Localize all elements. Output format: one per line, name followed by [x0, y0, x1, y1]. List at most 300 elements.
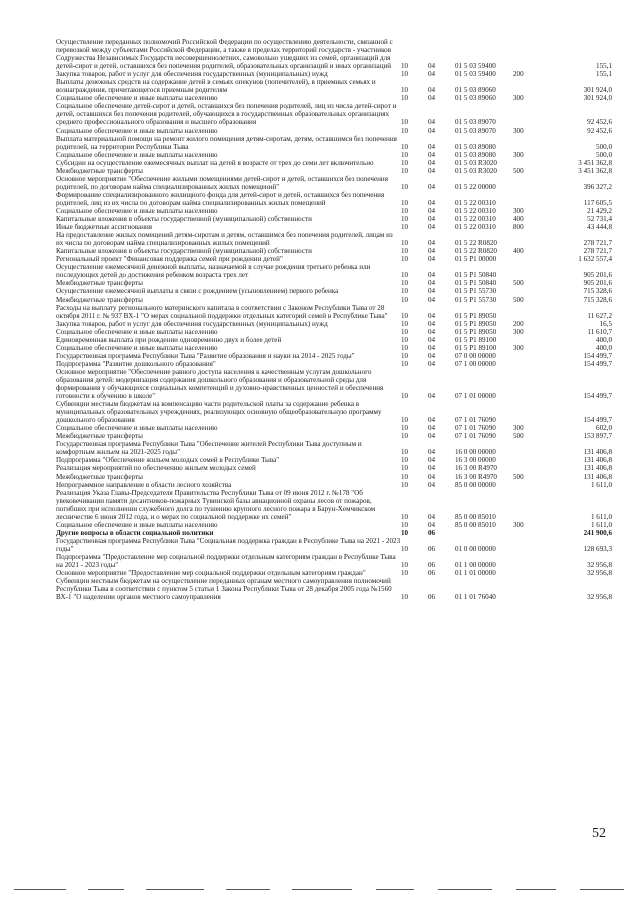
target-article-code: 01 1 01 76040	[455, 593, 496, 602]
row-name: Социальное обеспечение и иные выплаты населению	[56, 520, 218, 529]
section-code: 10	[401, 287, 409, 296]
table-row	[56, 456, 612, 464]
row-name: Субвенции местным бюджетам на компенсацию части родительской платы за содержание ребенка в муниципальных образовательных учреждениях, реализующих основную общеобразовательную программу дошкольного образования	[56, 400, 382, 425]
amount: 500,0	[596, 142, 612, 151]
subsection-code: 04	[428, 327, 436, 336]
target-article-code: 01 5 P1 89100	[455, 343, 497, 352]
subsection-code: 04	[428, 271, 436, 280]
amount: 21 429,2	[587, 206, 612, 215]
row-name: Социальное обеспечение и иные выплаты населению	[56, 327, 218, 336]
section-code: 10	[401, 142, 409, 151]
target-article-code	[455, 529, 513, 537]
subsection-code: 04	[428, 512, 436, 521]
target-article-code: 01 1 01 00000	[455, 569, 496, 578]
row-name: Непрограммное направление в области лесного хозяйства	[56, 480, 232, 489]
row-name: Государственная программа Республики Тыва "Развитие образования и науки на 2014 - 2025 годы"	[56, 351, 355, 360]
amount: 117 605,5	[583, 198, 612, 207]
section-code: 10	[401, 198, 409, 207]
table-row	[56, 577, 612, 601]
subsection-code: 04	[428, 215, 436, 224]
amount: 16,5	[599, 319, 612, 328]
table-row	[56, 400, 612, 424]
amount: 715 328,6	[583, 295, 612, 304]
row-name: Осуществление переданных полномочий Российской Федерации по осуществлению деятельности, связанной с перевозкой между субъектами Российской Федерации, а также в пределах территорий государств - участников Содружества Независимых Государств несовершеннолетних, самовольно ушедших из семей, организаций для детей-сирот и детей, оставшихся без попечения родителей, образовательных организаций и иных организаций	[56, 38, 393, 71]
amount: 32 956,8	[587, 561, 612, 570]
amount: 278 721,7	[583, 247, 612, 256]
subsection-code: 04	[428, 166, 436, 175]
target-article-code: 01 5 03 89060	[455, 86, 496, 95]
amount: 396 327,2	[583, 182, 612, 191]
row-name: Государственная программа Республики Тыва "Обеспечение жителей Республики Тыва доступным и комфортным жильем на 2021-2025 годы"	[56, 440, 362, 457]
target-article-code: 01 5 22 00000	[455, 182, 496, 191]
table-row	[56, 360, 612, 368]
table-row	[56, 167, 612, 175]
amount: 301 924,0	[583, 86, 612, 95]
target-article-code: 01 5 P1 55730	[455, 295, 497, 304]
expense-type-code: 300	[513, 520, 524, 529]
table-row	[56, 553, 612, 569]
target-article-code: 01 5 P1 50840	[455, 271, 497, 280]
expense-type-code	[513, 191, 547, 207]
table-row	[56, 247, 612, 255]
section-code: 10	[401, 424, 409, 433]
subsection-code: 04	[428, 456, 436, 465]
section-code: 10	[401, 166, 409, 175]
target-article-code: 01 5 P1 89100	[455, 335, 497, 344]
target-article-code: 07 1 00 00000	[455, 359, 496, 368]
subsection-code: 04	[428, 223, 436, 232]
target-article-code: 85 0 00 00000	[455, 480, 496, 489]
table-row	[56, 175, 612, 191]
table-row	[56, 304, 612, 320]
section-code: 10	[401, 223, 409, 232]
amount: 241 900,6	[583, 528, 612, 537]
expense-type-code: 300	[513, 327, 524, 336]
expense-type-code	[513, 481, 547, 489]
table-row	[56, 328, 612, 336]
target-article-code: 01 5 03 59400	[455, 62, 496, 71]
row-name: Реализация мероприятий по обеспечению жильем молодых семей	[56, 464, 256, 473]
page-number: 52	[592, 826, 606, 841]
amount: 905 201,6	[583, 279, 612, 288]
subsection-code: 04	[428, 295, 436, 304]
section-code: 10	[401, 544, 409, 553]
table-row	[56, 78, 612, 94]
expense-type-code	[513, 336, 547, 344]
section-code: 10	[401, 480, 409, 489]
expense-type-code: 500	[513, 166, 524, 175]
section-code: 10	[401, 593, 409, 602]
amount: 52 731,4	[587, 215, 612, 224]
subsection-code: 04	[428, 94, 436, 103]
amount: 131 406,8	[583, 456, 612, 465]
subsection-code: 04	[428, 118, 436, 127]
table-row	[56, 489, 612, 521]
section-code: 10	[401, 206, 409, 215]
target-article-code: 01 5 22 R0820	[455, 239, 497, 248]
expense-type-code: 400	[513, 247, 524, 256]
row-name: Основное мероприятие "Обеспечение жилыми помещениями детей-сирот и детей, оставшихся без попечения родителей, по договорам найма специализированных жилых помещений"	[56, 174, 388, 191]
table-row	[56, 529, 612, 537]
amount: 92 452,6	[587, 118, 612, 127]
amount: 32 956,8	[587, 593, 612, 602]
row-name: Социальное обеспечение и иные выплаты населению	[56, 150, 218, 159]
amount: 602,0	[596, 424, 612, 433]
row-name: Подпрограмма "Обеспечение жильем молодых семей в Республике Тыва"	[56, 456, 280, 465]
target-article-code: 16 0 00 00000	[455, 448, 496, 457]
table-row	[56, 231, 612, 247]
subsection-code: 04	[428, 247, 436, 256]
scan-edge-line	[516, 889, 556, 890]
section-code: 10	[401, 456, 409, 465]
section-code: 10	[401, 359, 409, 368]
section-code: 10	[401, 215, 409, 224]
target-article-code: 01 0 00 00000	[455, 544, 496, 553]
subsection-code: 06	[428, 561, 436, 570]
section-code: 10	[401, 150, 409, 159]
amount: 154 499,7	[583, 416, 612, 425]
table-row	[56, 94, 612, 102]
expense-type-code	[513, 287, 547, 295]
row-name: Реализация Указа Главы-Председателя Правительства Республики Тыва от 09 июня 2012 г. №178 "Об увековечивании памяти десантников-пожарных Тувинской базы авиационной охраны лесов от пожаров, погибших при исполнении служебного долга по тушению крупного лесного пожара в Барун-Хемчикском лесничестве 6 июня 2012 года, и о мерах по социальной поддержке их семей"	[56, 488, 376, 521]
table-row	[56, 569, 612, 577]
subsection-code: 04	[428, 198, 436, 207]
subsection-code: 04	[428, 448, 436, 457]
subsection-code: 04	[428, 287, 436, 296]
row-name: Межбюджетные трансферты	[56, 166, 143, 175]
amount: 131 406,8	[583, 448, 612, 457]
scan-edge-line	[438, 889, 492, 890]
target-article-code: 01 5 03 89080	[455, 150, 496, 159]
target-article-code: 16 3 00 00000	[455, 456, 496, 465]
subsection-code: 04	[428, 126, 436, 135]
section-code: 10	[401, 126, 409, 135]
target-article-code: 01 5 22 00310	[455, 206, 496, 215]
row-name: Капитальные вложения в объекты государственной (муниципальной) собственности	[56, 247, 312, 256]
expense-type-code: 300	[513, 206, 524, 215]
section-code: 10	[401, 247, 409, 256]
expense-type-code	[513, 175, 547, 191]
row-name: Основное мероприятие "Предоставление мер социальной поддержки отдельным категориям граждан"	[56, 569, 366, 578]
subsection-code: 04	[428, 319, 436, 328]
amount: 153 897,7	[583, 432, 612, 441]
table-row	[56, 320, 612, 328]
section-code: 10	[401, 70, 409, 79]
expense-type-code	[513, 440, 547, 456]
section-code: 10	[401, 335, 409, 344]
table-row	[56, 102, 612, 126]
section-code: 10	[401, 569, 409, 578]
target-article-code: 85 0 00 85010	[455, 520, 496, 529]
subsection-code: 04	[428, 392, 436, 401]
target-article-code: 07 1 01 00000	[455, 392, 496, 401]
target-article-code: 01 5 P1 89050	[455, 319, 497, 328]
row-name: Капитальные вложения в объекты государственной (муниципальной) собственности	[56, 215, 312, 224]
scan-edge-line	[226, 889, 270, 890]
subsection-code: 04	[428, 520, 436, 529]
subsection-code: 04	[428, 416, 436, 425]
expense-type-code	[513, 38, 547, 70]
expense-type-code: 300	[513, 424, 524, 433]
subsection-code: 04	[428, 86, 436, 95]
target-article-code: 01 5 03 59400	[455, 70, 496, 79]
subsection-code: 04	[428, 343, 436, 352]
subsection-code: 04	[428, 142, 436, 151]
target-article-code: 01 5 P1 55730	[455, 287, 497, 296]
table-row	[56, 263, 612, 279]
expense-type-code: 500	[513, 472, 524, 481]
section-code: 10	[401, 520, 409, 529]
subsection-code: 06	[428, 569, 436, 578]
table-row	[56, 464, 612, 472]
amount: 1 611,0	[590, 480, 612, 489]
row-name: Закупка товаров, работ и услуг для обеспечения государственных (муниципальных) нужд	[56, 70, 328, 79]
expense-type-code	[513, 304, 547, 320]
amount: 128 693,3	[583, 544, 612, 553]
target-article-code: 01 5 22 00310	[455, 198, 496, 207]
section-code: 10	[401, 239, 409, 248]
section-code: 10	[401, 62, 409, 71]
table-row	[56, 287, 612, 295]
expense-type-code: 800	[513, 223, 524, 232]
row-name: Социальное обеспечение и иные выплаты населению	[56, 206, 218, 215]
subsection-code: 04	[428, 206, 436, 215]
subsection-code: 04	[428, 150, 436, 159]
target-article-code: 01 5 03 R3020	[455, 166, 497, 175]
expense-type-code	[513, 464, 547, 472]
target-article-code: 16 3 00 R4970	[455, 464, 497, 473]
target-article-code: 85 0 00 85010	[455, 512, 496, 521]
scan-edge-line	[292, 889, 352, 890]
expense-type-code	[513, 553, 547, 569]
subsection-code: 06	[428, 544, 436, 553]
amount: 11 610,7	[587, 327, 612, 336]
row-name: Государственная программа Республики Тыва "Социальная поддержка граждан в Республике Тыва на 2021 - 2023 годы"	[56, 536, 401, 553]
subsection-code: 04	[428, 472, 436, 481]
table-row	[56, 38, 612, 70]
amount: 1 632 557,4	[578, 255, 612, 264]
table-row	[56, 473, 612, 481]
target-article-code: 01 5 P1 89050	[455, 311, 497, 320]
amount: 715 328,6	[583, 287, 612, 296]
amount: 154 499,7	[583, 359, 612, 368]
subsection-code: 04	[428, 70, 436, 79]
scan-edge-line	[146, 889, 204, 890]
row-name: Осуществление ежемесячной выплаты в связи с рождением (усыновлением) первого ребенка	[56, 287, 339, 296]
expense-type-code	[513, 135, 547, 151]
row-name: На предоставление жилых помещений детям-сиротам и детям, оставшимся без попечения родителей, лицам из их числа по договорам найма специализированных жилых помещений	[56, 231, 393, 248]
expense-type-code	[513, 231, 547, 247]
target-article-code: 07 1 01 76090	[455, 416, 496, 425]
row-name: Подпрограмма "Предоставление мер социальной поддержки отдельным категориям граждан в Республике Тыва на 2021 - 2023 годы"	[56, 553, 396, 570]
section-code: 10	[401, 255, 409, 264]
expense-type-code	[513, 360, 547, 368]
target-article-code: 01 5 03 89070	[455, 118, 496, 127]
row-name: Выплата материальной помощи на ремонт жилого помещения детям-сиротам, детям, оставшимся без попечения родителей, на территории Республики Тыва	[56, 134, 397, 151]
row-name: Межбюджетные трансферты	[56, 279, 143, 288]
subsection-code: 04	[428, 182, 436, 191]
section-code: 10	[401, 432, 409, 441]
subsection-code: 04	[428, 255, 436, 264]
expense-type-code	[513, 529, 547, 537]
table-row	[56, 255, 612, 263]
table-row	[56, 440, 612, 456]
amount: 400,0	[596, 343, 612, 352]
row-name: Единовременная выплата при рождении одновременно двух и более детей	[56, 335, 282, 344]
table-row	[56, 537, 612, 553]
amount: 92 452,6	[587, 126, 612, 135]
row-name: Социальное обеспечение детей-сирот и детей, оставшихся без попечения родителей, лиц из числа детей-сирот и детей, оставшихся без попечения родителей, обучающихся в государственных образовательных организациях среднего профессионального образования и высшего образования	[56, 102, 397, 127]
table-row	[56, 296, 612, 304]
target-article-code: 01 5 P1 50840	[455, 279, 497, 288]
table-row	[56, 344, 612, 352]
expense-type-code	[513, 537, 547, 553]
section-code: 10	[401, 392, 409, 401]
amount: 43 444,8	[587, 223, 612, 232]
table-row	[56, 70, 612, 78]
amount: 500,0	[596, 150, 612, 159]
expense-type-code	[513, 489, 547, 521]
table-row	[56, 424, 612, 432]
subsection-code: 04	[428, 359, 436, 368]
row-name: Подпрограмма "Развитие дошкольного образования"	[56, 359, 216, 368]
target-article-code: 01 5 P1 00000	[455, 255, 497, 264]
table-row	[56, 336, 612, 344]
expense-type-code: 300	[513, 126, 524, 135]
subsection-code: 04	[428, 480, 436, 489]
target-article-code: 07 1 01 76090	[455, 432, 496, 441]
target-article-code: 01 5 P1 89050	[455, 327, 497, 336]
table-row	[56, 215, 612, 223]
subsection-code: 04	[428, 335, 436, 344]
expense-type-code: 500	[513, 295, 524, 304]
amount: 1 611,0	[590, 520, 612, 529]
table-row	[56, 352, 612, 360]
subsection-code: 04	[428, 311, 436, 320]
row-name: Другие вопросы в области социальной политики	[56, 528, 214, 537]
row-name: Социальное обеспечение и иные выплаты населению	[56, 343, 218, 352]
target-article-code: 07 1 01 76090	[455, 424, 496, 433]
expense-type-code	[513, 159, 547, 167]
table-row	[56, 521, 612, 529]
expense-type-code: 300	[513, 150, 524, 159]
row-name: Социальное обеспечение и иные выплаты населению	[56, 424, 218, 433]
expense-type-code: 500	[513, 432, 524, 441]
subsection-code: 04	[428, 158, 436, 167]
scan-edge-line	[580, 889, 624, 890]
section-code: 10	[401, 319, 409, 328]
target-article-code: 01 5 22 00310	[455, 223, 496, 232]
expense-type-code: 200	[513, 319, 524, 328]
section-code: 10	[401, 351, 409, 360]
amount: 11 627,2	[587, 311, 612, 320]
target-article-code: 01 5 22 R0820	[455, 247, 497, 256]
section-code: 10	[401, 472, 409, 481]
row-name: Социальное обеспечение и иные выплаты населению	[56, 126, 218, 135]
expense-type-code	[513, 255, 547, 263]
target-article-code: 01 5 03 89060	[455, 94, 496, 103]
target-article-code: 01 5 22 00310	[455, 215, 496, 224]
section-code: 10	[401, 86, 409, 95]
section-code: 10	[401, 182, 409, 191]
amount: 155,1	[596, 70, 612, 79]
expense-type-code	[513, 456, 547, 464]
row-name: Формирование специализированного жилищного фонда для детей-сирот и детей, оставшихся без попечения родителей, лиц из их числа по договорам найма специализированных жилых помещений	[56, 190, 385, 207]
amount: 131 406,8	[583, 472, 612, 481]
target-article-code: 01 5 03 89080	[455, 142, 496, 151]
table-row	[56, 432, 612, 440]
table-row	[56, 223, 612, 231]
section-code: 10	[401, 528, 409, 537]
section-code: 10	[401, 118, 409, 127]
amount: 3 451 362,8	[578, 158, 612, 167]
section-code: 10	[401, 448, 409, 457]
subsection-code: 06	[428, 528, 436, 537]
row-name: Межбюджетные трансферты	[56, 432, 143, 441]
table-row	[56, 151, 612, 159]
target-article-code: 16 3 00 R4970	[455, 472, 497, 481]
section-code: 10	[401, 416, 409, 425]
row-name: Межбюджетные трансферты	[56, 472, 143, 481]
row-name: Межбюджетные трансферты	[56, 295, 143, 304]
row-name: Закупка товаров, работ и услуг для обеспечения государственных (муниципальных) нужд	[56, 319, 328, 328]
subsection-code: 04	[428, 239, 436, 248]
expense-type-code	[513, 569, 547, 577]
table-row	[56, 135, 612, 151]
table-row	[56, 368, 612, 400]
amount: 1 611,0	[590, 512, 612, 521]
table-row	[56, 191, 612, 207]
budget-table	[56, 38, 612, 601]
expense-type-code: 400	[513, 215, 524, 224]
row-name: Субсидии на осуществление ежемесячных выплат на детей в возрасте от трех до семи лет включительно	[56, 158, 374, 167]
subsection-code: 04	[428, 464, 436, 473]
expense-type-code	[513, 368, 547, 400]
subsection-code: 04	[428, 424, 436, 433]
section-code: 10	[401, 271, 409, 280]
subsection-code: 06	[428, 593, 436, 602]
expense-type-code	[513, 263, 547, 279]
table-row	[56, 127, 612, 135]
target-article-code: 01 1 00 00000	[455, 561, 496, 570]
expense-type-code	[513, 102, 547, 126]
expense-type-code: 500	[513, 279, 524, 288]
target-article-code: 01 5 03 R3020	[455, 158, 497, 167]
row-name: Субвенции местным бюджетам на осуществление переданных органам местного самоуправления полномочий Республики Тыва в соответствии с пунктом 5 статьи 1 Закона Республики Тыва от 28 декабря 2005 года №1560 ВХ-1 "О наделении органов местного самоуправления	[56, 577, 392, 602]
section-code: 10	[401, 561, 409, 570]
section-code: 10	[401, 327, 409, 336]
section-code: 10	[401, 279, 409, 288]
scan-edge-line	[376, 889, 414, 890]
row-name: Осуществление ежемесячной денежной выплаты, назначаемой в случае рождения третьего ребенка или последующих детей до достижения ребенком возраста трех лет	[56, 263, 371, 280]
amount: 154 499,7	[583, 351, 612, 360]
section-code: 10	[401, 94, 409, 103]
table-row	[56, 159, 612, 167]
amount: 3 451 362,8	[578, 166, 612, 175]
row-name: Основное мероприятие "Обеспечение равного доступа населения к качественным услугам дошкольного образования детей: модернизация содержания дошкольного образования и образовательной среды для формирования у обучающихся социальных компетенций и духовно-нравственных ценностей и обеспечения готовности к обучению в школе"	[56, 367, 384, 401]
table-row	[56, 481, 612, 489]
section-code: 10	[401, 464, 409, 473]
expense-type-code: 200	[513, 70, 524, 79]
section-code: 10	[401, 158, 409, 167]
row-name: Расходы на выплату регионального материнского капитала в соответствии с Законом Республики Тыва от 28 октября 2011 г. № 937 ВХ-1 "О мерах социальной поддержки отдельных категорий семей в Республике Тыва"	[56, 303, 388, 320]
section-code: 10	[401, 343, 409, 352]
amount: 301 924,0	[583, 94, 612, 103]
section-code: 10	[401, 311, 409, 320]
section-code: 10	[401, 295, 409, 304]
expense-type-code: 300	[513, 94, 524, 103]
subsection-code: 04	[428, 62, 436, 71]
